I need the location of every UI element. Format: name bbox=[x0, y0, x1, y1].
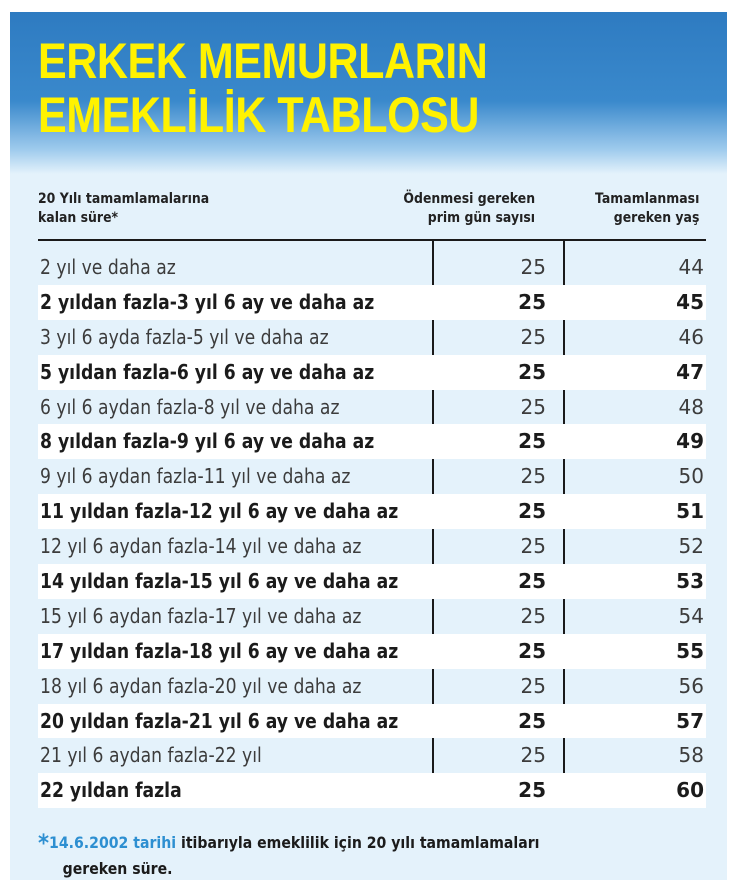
row-premium-days: 25 bbox=[518, 569, 546, 594]
row-label: 21 yıl 6 aydan fazla-22 yıl bbox=[40, 743, 262, 768]
row-premium-days: 25 bbox=[518, 289, 546, 314]
footnote-line-2: gereken süre. bbox=[62, 859, 173, 878]
column-header-required-age: Tamamlanması gereken yaş bbox=[594, 191, 699, 226]
row-required-age: 45 bbox=[676, 289, 704, 314]
row-label: 8 yıldan fazla-9 yıl 6 ay ve daha az bbox=[40, 429, 375, 454]
row-required-age: 49 bbox=[676, 429, 704, 454]
row-premium-days: 25 bbox=[518, 499, 546, 524]
table-row bbox=[38, 494, 706, 529]
title-line-2: EMEKLİLİK TABLOSU bbox=[38, 87, 479, 143]
table-row bbox=[38, 320, 706, 355]
row-label: 2 yıl ve daha az bbox=[40, 255, 176, 279]
row-label: 12 yıl 6 aydan fazla-14 yıl ve daha az bbox=[40, 534, 362, 559]
row-required-age: 44 bbox=[678, 255, 704, 279]
table-row bbox=[38, 390, 706, 425]
row-premium-days: 25 bbox=[520, 673, 546, 698]
row-label: 11 yıldan fazla-12 yıl 6 ay ve daha az bbox=[40, 499, 399, 524]
row-required-age: 53 bbox=[676, 569, 704, 594]
row-premium-days: 25 bbox=[520, 394, 546, 419]
row-label: 5 yıldan fazla-6 yıl 6 ay ve daha az bbox=[40, 359, 375, 384]
asterisk-icon: * bbox=[38, 829, 50, 857]
row-required-age: 50 bbox=[678, 464, 704, 489]
table-row bbox=[38, 564, 706, 599]
row-required-age: 54 bbox=[678, 603, 704, 628]
row-premium-days: 25 bbox=[520, 603, 546, 628]
row-required-age: 51 bbox=[676, 499, 704, 524]
row-required-age: 55 bbox=[676, 638, 704, 663]
header-divider bbox=[38, 239, 706, 241]
title-line-1: ERKEK MEMURLARIN bbox=[38, 33, 488, 89]
row-premium-days: 25 bbox=[520, 534, 546, 559]
row-label: 2 yıldan fazla-3 yıl 6 ay ve daha az bbox=[40, 289, 375, 314]
row-premium-days: 25 bbox=[520, 324, 546, 349]
row-label: 9 yıl 6 aydan fazla-11 yıl ve daha az bbox=[40, 464, 351, 489]
row-label: 18 yıl 6 aydan fazla-20 yıl ve daha az bbox=[40, 673, 362, 698]
title-banner bbox=[10, 12, 727, 174]
row-label: 15 yıl 6 aydan fazla-17 yıl ve daha az bbox=[40, 603, 362, 628]
row-label: 14 yıldan fazla-15 yıl 6 ay ve daha az bbox=[40, 569, 399, 594]
row-required-age: 58 bbox=[678, 743, 704, 768]
table-row bbox=[38, 669, 706, 704]
row-label: 20 yıldan fazla-21 yıl 6 ay ve daha az bbox=[40, 708, 399, 733]
row-required-age: 52 bbox=[678, 534, 704, 559]
table-body bbox=[38, 250, 706, 808]
row-label: 6 yıl 6 aydan fazla-8 yıl ve daha az bbox=[40, 394, 340, 419]
row-required-age: 46 bbox=[678, 324, 704, 349]
row-label: 22 yıldan fazla bbox=[40, 778, 182, 803]
table-row bbox=[38, 529, 706, 564]
row-required-age: 48 bbox=[678, 394, 704, 419]
table-row bbox=[38, 424, 706, 459]
table-row bbox=[38, 704, 706, 739]
table-row bbox=[38, 459, 706, 494]
row-premium-days: 25 bbox=[520, 255, 546, 279]
row-premium-days: 25 bbox=[518, 429, 546, 454]
footnote-text: itibarıyla emeklilik için 20 yılı tamamlamaları bbox=[176, 833, 540, 852]
column-header-remaining-time: 20 Yılı tamamlamalarına kalan süre* bbox=[38, 191, 210, 226]
row-premium-days: 25 bbox=[518, 778, 546, 803]
row-premium-days: 25 bbox=[520, 464, 546, 489]
table-row bbox=[38, 634, 706, 669]
table-row bbox=[38, 285, 706, 320]
footnote bbox=[38, 830, 636, 880]
row-required-age: 47 bbox=[676, 359, 704, 384]
row-label: 17 yıldan fazla-18 yıl 6 ay ve daha az bbox=[40, 638, 399, 663]
retirement-table-card bbox=[10, 12, 727, 880]
row-premium-days: 25 bbox=[518, 708, 546, 733]
column-header-premium-days: Ödenmesi gereken prim gün sayısı bbox=[403, 191, 535, 226]
row-label: 3 yıl 6 ayda fazla-5 yıl ve daha az bbox=[40, 324, 329, 349]
row-required-age: 57 bbox=[676, 708, 704, 733]
row-required-age: 56 bbox=[678, 673, 704, 698]
table-row bbox=[38, 599, 706, 634]
row-premium-days: 25 bbox=[518, 359, 546, 384]
table-row bbox=[38, 355, 706, 390]
row-premium-days: 25 bbox=[520, 743, 546, 768]
row-premium-days: 25 bbox=[518, 638, 546, 663]
page-title bbox=[38, 34, 487, 142]
footnote-date: 14.6.2002 tarihi bbox=[49, 833, 177, 852]
table-row bbox=[38, 773, 706, 808]
table-row bbox=[38, 250, 706, 285]
row-required-age: 60 bbox=[676, 778, 704, 803]
table-row bbox=[38, 738, 706, 773]
